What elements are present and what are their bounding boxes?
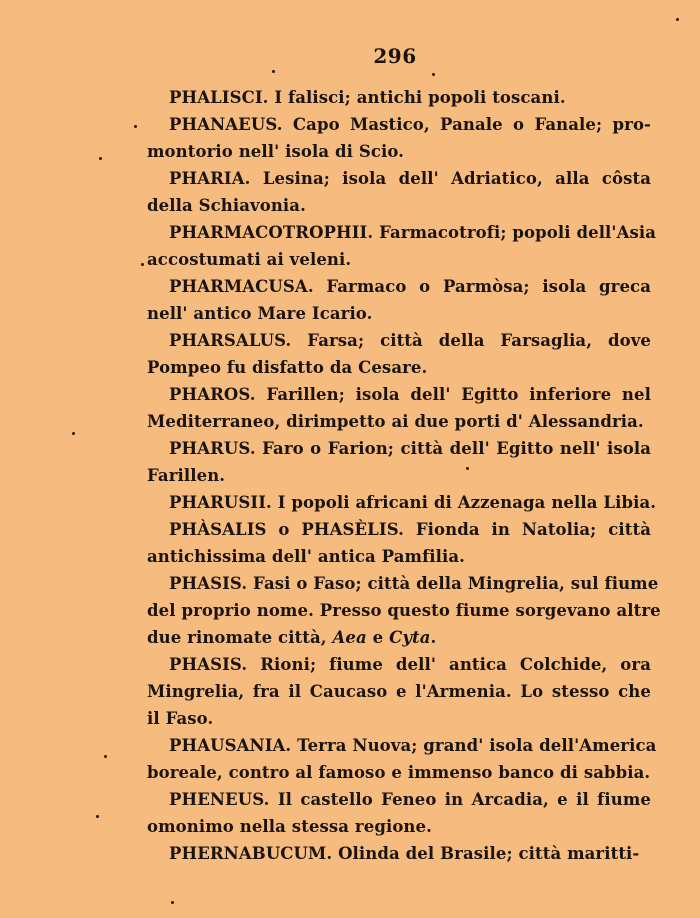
- entry-continuation-line: accostumati ai veleni.: [147, 250, 352, 269]
- dictionary-entry: [147, 570, 661, 651]
- page-number: 296: [373, 44, 417, 68]
- entry-continuation-line: boreale, contro al famoso e immenso banco di sabbia.: [147, 763, 651, 782]
- entry-headline: PHARSALUS. Farsa; città della Farsaglia, dove: [169, 331, 651, 350]
- dictionary-entry: [147, 165, 651, 219]
- entry-headline: PHALISCI. I falisci; antichi popoli toscani.: [169, 88, 566, 107]
- dictionary-entry: [147, 111, 651, 165]
- entry-continuation-line: della Schiavonia.: [147, 196, 306, 215]
- entry-continuation-line: antichissima dell' antica Pamfilia.: [147, 547, 466, 566]
- ink-speck: [272, 70, 275, 73]
- entry-headline: PHASIS. Rioni; fiume dell' antica Colchide, ora: [169, 655, 651, 674]
- ink-speck: [171, 901, 174, 904]
- ink-speck: [72, 432, 75, 435]
- dictionary-entry: [147, 489, 657, 516]
- entry-headline: PHARMACUSA. Farmaco o Parmòsa; isola greca: [169, 277, 651, 296]
- dictionary-entry: [147, 786, 651, 840]
- ink-speck: [134, 125, 137, 128]
- entry-continuation-line: Farillen.: [147, 466, 226, 485]
- dictionary-entry: [147, 84, 651, 111]
- ink-speck: [104, 755, 107, 758]
- dictionary-entry: [147, 273, 651, 327]
- entry-headline: PHAROS. Farillen; isola dell' Egitto inferiore nel: [169, 385, 651, 404]
- entry-headline: PHARUSII. I popoli africani di Azzenaga nella Libia.: [169, 493, 657, 512]
- entry-headline: PHENEUS. Il castello Feneo in Arcadia, e il fiume: [169, 790, 651, 809]
- ink-speck: [432, 73, 435, 76]
- entry-list: [147, 84, 661, 867]
- ink-speck: [96, 815, 99, 818]
- entry-continuation-line: Mingrelia, fra il Caucaso e l'Armenia. Lo stesso che: [147, 682, 651, 701]
- entry-continuation-line: nell' antico Mare Icario.: [147, 304, 373, 323]
- entry-headline: PHARUS. Faro o Farion; città dell' Egitto nell' isola: [169, 439, 651, 458]
- entry-headline: PHARMACOTROPHII. Farmacotrofi; popoli dell'Asia: [169, 223, 657, 242]
- entry-headline: PHAUSANIA. Terra Nuova; grand' isola dell'America: [169, 736, 657, 755]
- entry-continuation-line: omonimo nella stessa regione.: [147, 817, 432, 836]
- entry-headline: PHANAEUS. Capo Mastico, Panale o Fanale; pro-: [169, 115, 651, 134]
- ink-speck: [141, 263, 144, 266]
- dictionary-entry: [147, 651, 651, 732]
- ink-speck: [466, 467, 469, 470]
- entry-continuation-line: due rinomate città, Aea e Cyta.: [147, 628, 437, 647]
- entry-continuation-line: montorio nell' isola di Scio.: [147, 142, 405, 161]
- entry-headline: PHARIA. Lesina; isola dell' Adriatico, alla côsta: [169, 169, 651, 188]
- entry-continuation-line: Pompeo fu disfatto da Cesare.: [147, 358, 428, 377]
- ink-speck: [99, 157, 102, 160]
- ink-speck: [676, 18, 679, 21]
- dictionary-entry: [147, 840, 651, 867]
- dictionary-entry: [147, 327, 651, 381]
- entry-continuation-line: Mediterraneo, dirimpetto ai due porti d' Alessandria.: [147, 412, 644, 431]
- dictionary-entry: [147, 219, 657, 273]
- entry-continuation-line: il Faso.: [147, 709, 214, 728]
- dictionary-entry: [147, 381, 651, 435]
- entry-continuation-line: del proprio nome. Presso questo fiume sorgevano altre: [147, 601, 661, 620]
- entry-headline: PHERNABUCUM. Olinda del Brasile; città maritti-: [169, 844, 640, 863]
- entry-headline: PHÀSALIS o PHASÈLIS. Fionda in Natolia; città: [169, 520, 651, 539]
- dictionary-entry: [147, 732, 657, 786]
- entry-headline: PHASIS. Fasi o Faso; città della Mingrelia, sul fiume: [169, 574, 659, 593]
- dictionary-entry: [147, 435, 651, 489]
- dictionary-entry: [147, 516, 651, 570]
